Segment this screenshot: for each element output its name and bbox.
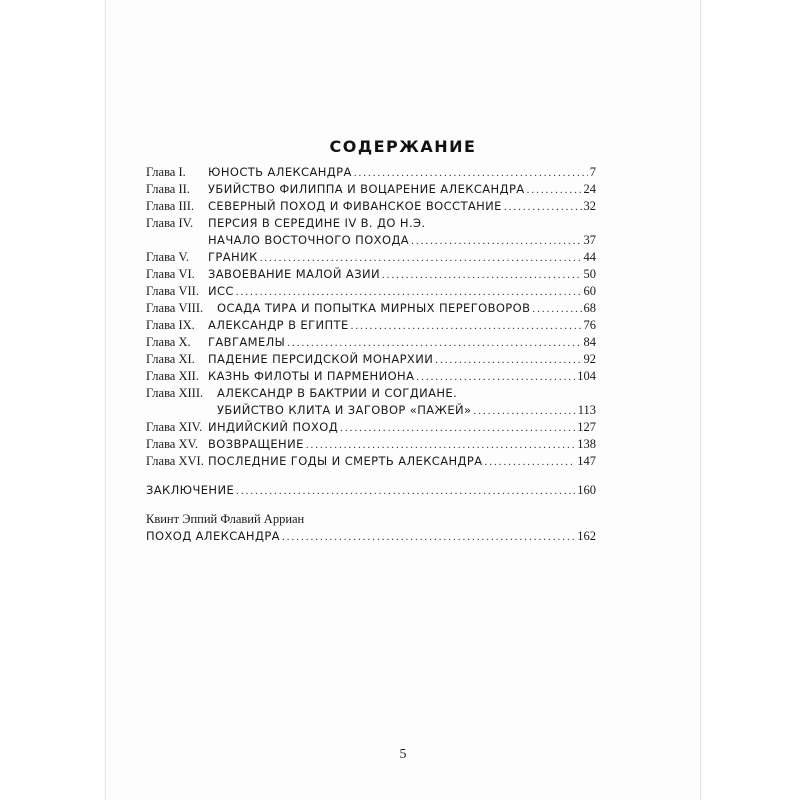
dot-leader — [354, 165, 588, 182]
toc-entry-2[interactable] — [146, 181, 596, 198]
toc-entry-4-line-2[interactable] — [146, 232, 596, 249]
chapter-title: ИСС — [208, 284, 234, 298]
chapter-page: 60 — [583, 284, 596, 298]
chapter-title: ПОСЛЕДНИЕ ГОДЫ И СМЕРТЬ АЛЕКСАНДРА — [208, 454, 483, 468]
chapter-title: ЮНОСТЬ АЛЕКСАНДРА — [208, 165, 352, 179]
chapter-title: СЕВЕРНЫЙ ПОХОД И ФИВАНСКОЕ ВОССТАНИЕ — [208, 199, 502, 213]
dot-leader — [532, 301, 581, 318]
chapter-prefix: Глава I. — [146, 165, 186, 179]
chapter-prefix: Глава II. — [146, 182, 190, 196]
chapter-prefix: Глава V. — [146, 250, 190, 264]
chapter-prefix: Глава VII. — [146, 284, 199, 298]
chapter-page: 84 — [583, 335, 596, 349]
toc-entry-4-line-1[interactable] — [146, 215, 596, 232]
chapter-prefix: Глава VI. — [146, 267, 195, 281]
page-number: 5 — [399, 747, 407, 762]
dot-leader — [411, 233, 581, 250]
chapter-prefix: Глава IX. — [146, 318, 195, 332]
chapter-title: ГАВГАМЕЛЫ — [208, 335, 286, 349]
chapter-page: 44 — [583, 250, 596, 264]
dot-leader — [282, 529, 575, 546]
toc-entry-8[interactable] — [146, 300, 596, 317]
chapter-title: ПЕРСИЯ В СЕРЕДИНЕ IV В. ДО Н.Э. — [208, 216, 426, 230]
dot-leader — [382, 267, 582, 284]
chapter-title-continued: НАЧАЛО ВОСТОЧНОГО ПОХОДА — [208, 233, 410, 247]
chapter-title: ПАДЕНИЕ ПЕРСИДСКОЙ МОНАРХИИ — [208, 352, 434, 366]
chapter-prefix: Глава XIV. — [146, 420, 203, 434]
toc-entry-15[interactable] — [146, 436, 596, 453]
toc-appendix[interactable] — [146, 528, 596, 545]
chapter-page: 32 — [583, 199, 596, 213]
chapter-title: ИНДИЙСКИЙ ПОХОД — [208, 420, 339, 434]
toc-entry-9[interactable] — [146, 317, 596, 334]
chapter-page: 138 — [577, 437, 596, 451]
dot-leader — [504, 199, 582, 216]
dot-leader — [287, 335, 581, 352]
appendix-title: ПОХОД АЛЕКСАНДРА — [146, 529, 280, 543]
toc-entry-13-line-1[interactable] — [146, 385, 596, 402]
appendix-author-line — [146, 511, 596, 528]
chapter-title-continued: УБИЙСТВО КЛИТА И ЗАГОВОР «ПАЖЕЙ» — [217, 403, 472, 417]
chapter-title: АЛЕКСАНДР В БАКТРИИ И СОГДИАНЕ. — [217, 386, 458, 400]
chapter-page: 127 — [577, 420, 596, 434]
chapter-page: 76 — [583, 318, 596, 332]
chapter-prefix: Глава VIII. — [146, 301, 204, 315]
chapter-title: КАЗНЬ ФИЛОТЫ И ПАРМЕНИОНА — [208, 369, 415, 383]
chapter-prefix: Глава XI. — [146, 352, 195, 366]
toc-entry-16[interactable] — [146, 453, 596, 470]
conclusion-title: ЗАКЛЮЧЕНИЕ — [146, 483, 235, 497]
toc-entry-13-line-2[interactable] — [146, 402, 596, 419]
dot-leader — [236, 483, 575, 500]
chapter-title: ЗАВОЕВАНИЕ МАЛОЙ АЗИИ — [208, 267, 380, 281]
toc-heading: СОДЕРЖАНИЕ — [329, 137, 477, 156]
chapter-page: 7 — [589, 165, 596, 179]
chapter-page: 113 — [577, 403, 596, 417]
dot-leader — [527, 182, 582, 199]
chapter-title: УБИЙСТВО ФИЛИППА И ВОЦАРЕНИЕ АЛЕКСАНДРА — [208, 182, 525, 196]
dot-leader — [306, 437, 575, 454]
chapter-prefix: Глава X. — [146, 335, 191, 349]
chapter-title: ГРАНИК — [208, 250, 258, 264]
toc-conclusion[interactable] — [146, 482, 596, 499]
dot-leader — [260, 250, 582, 267]
chapter-page: 24 — [583, 182, 596, 196]
dot-leader — [351, 318, 582, 335]
chapter-prefix: Глава III. — [146, 199, 195, 213]
toc-entry-10[interactable] — [146, 334, 596, 351]
chapter-title: ВОЗВРАЩЕНИЕ — [208, 437, 304, 451]
chapter-prefix: Глава XIII. — [146, 386, 204, 400]
chapter-page: 147 — [577, 454, 596, 468]
toc-entry-5[interactable] — [146, 249, 596, 266]
dot-leader — [435, 352, 581, 369]
chapter-page: 68 — [583, 301, 596, 315]
chapter-page: 50 — [583, 267, 596, 281]
dot-leader — [340, 420, 575, 437]
chapter-prefix: Глава XVI. — [146, 454, 204, 468]
toc-entry-1[interactable] — [146, 164, 596, 181]
table-of-contents — [146, 164, 596, 545]
chapter-prefix: Глава IV. — [146, 216, 194, 230]
dot-leader — [416, 369, 575, 386]
chapter-title: ОСАДА ТИРА И ПОПЫТКА МИРНЫХ ПЕРЕГОВОРОВ — [217, 301, 531, 315]
dot-leader — [473, 403, 575, 420]
toc-entry-14[interactable] — [146, 419, 596, 436]
toc-entry-12[interactable] — [146, 368, 596, 385]
toc-entry-7[interactable] — [146, 283, 596, 300]
toc-entry-11[interactable] — [146, 351, 596, 368]
dot-leader — [236, 284, 582, 301]
chapter-prefix: Глава XV. — [146, 437, 199, 451]
conclusion-page: 160 — [577, 483, 596, 497]
chapter-title: АЛЕКСАНДР В ЕГИПТЕ — [208, 318, 349, 332]
book-page — [105, 0, 701, 800]
toc-entry-3[interactable] — [146, 198, 596, 215]
toc-entry-6[interactable] — [146, 266, 596, 283]
chapter-page: 92 — [583, 352, 596, 366]
appendix-author: Квинт Эппий Флавий Арриан — [146, 512, 305, 526]
chapter-page: 104 — [577, 369, 596, 383]
dot-leader — [485, 454, 576, 471]
appendix-page: 162 — [577, 529, 596, 543]
chapter-page: 37 — [583, 233, 596, 247]
chapter-prefix: Глава XII. — [146, 369, 199, 383]
